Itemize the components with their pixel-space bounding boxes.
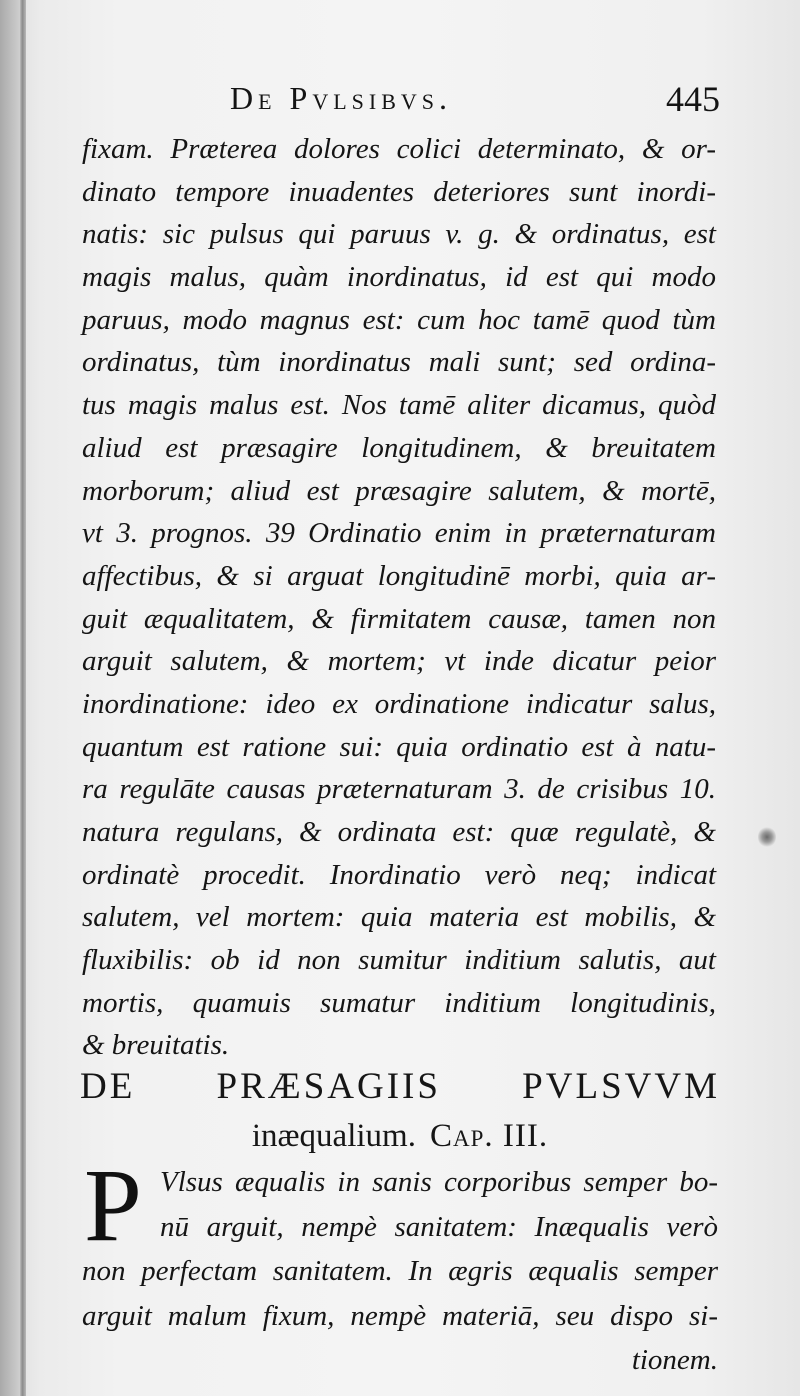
text-line: & breuitatis. — [82, 1029, 230, 1062]
text-line: natis: sic pulsus qui paruus v. g. & ordinatus, est — [82, 218, 716, 251]
text-line: magis malus, quàm inordinatus, id est qui modo — [82, 261, 716, 294]
text-line: mortis, quamuis sumatur inditium longitudinis, — [82, 986, 716, 1019]
chapter-number: Cap. III. — [429, 1118, 549, 1154]
text-line: arguit malum fixum, nempè materiā, seu dispo si- — [82, 1299, 718, 1332]
text-line: non perfectam sanitatem. In ægris æqualis semper — [82, 1255, 718, 1287]
text-line: nū arguit, nempè sanitatem: Inæqualis verò — [160, 1210, 718, 1243]
page-number: 445 — [666, 79, 720, 119]
binding-gutter — [20, 0, 26, 1396]
running-head — [80, 78, 720, 128]
text-line: fixam. Præterea dolores colici determinato, & or- — [82, 133, 716, 165]
text-line: salutem, vel mortem: quia materia est mobilis, & — [82, 901, 716, 934]
chapter-heading — [80, 1062, 720, 1160]
text-line: aliud est præsagire longitudinem, & breuitatem — [82, 431, 716, 464]
chapter-subtitle: inæqualium. — [251, 1118, 416, 1154]
chapter-title: DE PRÆSAGIIS PVLSVVM — [80, 1066, 720, 1107]
paper-blemish — [758, 826, 776, 848]
text-line: vt 3. prognos. 39 Ordinatio enim in præternaturam — [82, 517, 716, 550]
drop-cap: P — [84, 1148, 142, 1263]
text-line: fluxibilis: ob id non sumitur inditium salutis, aut — [82, 944, 716, 977]
text-line: ra regulāte causas præternaturam 3. de crisibus 10. — [82, 773, 716, 806]
text-line: arguit salutem, & mortem; vt inde dicatur peior — [82, 645, 716, 678]
text-line: ordinatus, tùm inordinatus mali sunt; sed ordina- — [82, 346, 716, 379]
paragraph-1 — [82, 128, 716, 1067]
text-line: tionem. — [631, 1344, 718, 1376]
text-line: Vlsus æqualis in sanis corporibus semper bo- — [160, 1166, 718, 1198]
text-line: affectibus, & si arguat longitudinē morbi, quia ar- — [82, 559, 716, 592]
text-line: morborum; aliud est præsagire salutem, & mortē, — [82, 474, 716, 507]
text-line: guit æqualitatem, & firmitatem causæ, tamen non — [82, 602, 716, 635]
chapter-subtitle-row — [80, 1112, 720, 1160]
text-line: inordinatione: ideo ex ordinatione indicatur salus, — [82, 687, 716, 720]
text-line: dinato tempore inuadentes deteriores sunt inordi- — [82, 175, 716, 208]
text-line: quantum est ratione sui: quia ordinatio est à natu- — [82, 730, 716, 763]
paragraph-2 — [82, 1148, 718, 1390]
text-line: paruus, modo magnus est: cum hoc tamē quod tùm — [82, 303, 716, 336]
page-edge-shadow — [0, 0, 20, 1396]
running-head-title: De Pvlsibvs. — [230, 80, 453, 116]
text-line: ordinatè procedit. Inordinatio verò neq; indicat — [82, 858, 716, 891]
text-line: natura regulans, & ordinata est: quæ regulatè, & — [82, 816, 716, 848]
text-line: tus magis malus est. Nos tamē aliter dicamus, quòd — [82, 389, 716, 422]
